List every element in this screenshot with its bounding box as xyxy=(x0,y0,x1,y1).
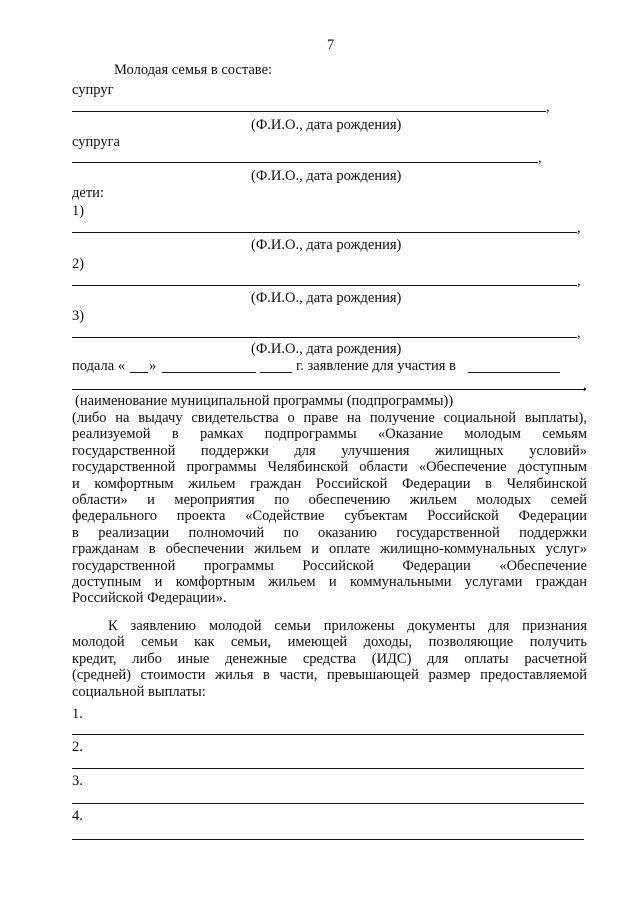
paragraph-line: гражданам в обеспечении жильем и оплате жилищно-коммунальных услуг» xyxy=(72,541,587,558)
child-1-line-comma: , xyxy=(577,220,581,236)
paragraph-line: и комфортным жильем граждан Российской Федерации в Челябинской xyxy=(72,475,587,492)
family-intro: Молодая семья в составе: xyxy=(114,62,273,78)
child-1-fio-caption: (Ф.И.О., дата рождения) xyxy=(251,237,402,253)
child-2-fio-caption: (Ф.И.О., дата рождения) xyxy=(251,290,402,306)
child-3-fio-line[interactable] xyxy=(72,337,577,338)
paragraph-line: К заявлению молодой семьи приложены документы для признания xyxy=(108,618,587,634)
paragraph-line: социальной выплаты: xyxy=(72,683,206,700)
program-paragraph xyxy=(72,410,587,607)
submitted-day-field[interactable] xyxy=(130,372,148,373)
document-number-4: 4. xyxy=(72,808,83,824)
submitted-middle-text: г. заявление для участия в xyxy=(296,358,456,374)
child-number-1: 1) xyxy=(72,203,85,219)
paragraph-line: государственной поддержки для улучшения жилищных условий» xyxy=(72,442,587,459)
document-3-line[interactable] xyxy=(72,803,584,804)
document-1-line[interactable] xyxy=(72,734,584,735)
husband-fio-line[interactable] xyxy=(72,111,546,112)
page-number: 7 xyxy=(327,37,335,53)
paragraph-line: реализуемой в рамках подпрограммы «Оказание молодым семьям xyxy=(72,426,587,443)
document-2-line[interactable] xyxy=(72,768,584,769)
husband-fio-caption: (Ф.И.О., дата рождения) xyxy=(251,117,402,133)
program-name-line[interactable] xyxy=(72,389,586,390)
document-number-3: 3. xyxy=(72,773,83,789)
child-2-line-comma: , xyxy=(577,273,581,289)
document-number-1: 1. xyxy=(72,706,83,722)
program-caption: (наименование муниципальной программы (подпрограммы)) xyxy=(75,393,454,409)
paragraph-line: молодой семьи как семьи, имеющей доходы, позволяющие получить xyxy=(72,634,587,651)
paragraph-line: доступным и комфортным жильем и коммунальными услугами граждан xyxy=(72,573,587,590)
paragraph-line: (средней) стоимости жилья в части, превышающей размер предоставляемой xyxy=(72,667,587,684)
program-line-comma: , xyxy=(583,377,587,393)
child-2-fio-line[interactable] xyxy=(72,285,577,286)
submitted-year-field[interactable] xyxy=(260,372,292,373)
wife-fio-caption: (Ф.И.О., дата рождения) xyxy=(251,168,402,184)
submitted-month-field[interactable] xyxy=(162,372,256,373)
document-4-line[interactable] xyxy=(72,839,584,840)
child-number-3: 3) xyxy=(72,308,85,324)
children-label: дети: xyxy=(72,185,104,201)
paragraph-line: Российской Федерации». xyxy=(72,590,227,607)
paragraph-line: кредит, либо иные денежные средства (ИДС) для оплаты расчетной xyxy=(72,650,587,667)
child-3-line-comma: , xyxy=(577,325,581,341)
wife-line-comma: , xyxy=(538,150,542,166)
documents-paragraph xyxy=(72,618,587,700)
spouse-husband-label: супруг xyxy=(72,82,114,98)
document-number-2: 2. xyxy=(72,739,83,755)
wife-fio-line[interactable] xyxy=(72,162,538,163)
paragraph-line: государственной программы Российской Федерации «Обеспечение xyxy=(72,557,587,574)
paragraph-line: области» и мероприятия по обеспечению жильем молодых семей xyxy=(72,491,587,508)
child-1-fio-line[interactable] xyxy=(72,232,577,233)
paragraph-line: в реализации полномочий по оказанию государственной поддержки xyxy=(72,524,587,541)
spouse-wife-label: супруга xyxy=(72,134,120,150)
husband-line-comma: , xyxy=(546,99,550,115)
submitted-quote-close: » xyxy=(149,358,157,374)
paragraph-line: государственной программы Челябинской области «Обеспечение доступным xyxy=(72,459,587,476)
paragraph-line: федерального проекта «Содействие субъектам Российской Федерации xyxy=(72,508,587,525)
paragraph-line: (либо на выдачу свидетельства о праве на получение социальной выплаты), xyxy=(72,410,587,426)
child-3-fio-caption: (Ф.И.О., дата рождения) xyxy=(251,341,402,357)
program-name-field[interactable] xyxy=(468,372,560,373)
child-number-2: 2) xyxy=(72,256,85,272)
submitted-prefix: подала « xyxy=(72,358,126,374)
